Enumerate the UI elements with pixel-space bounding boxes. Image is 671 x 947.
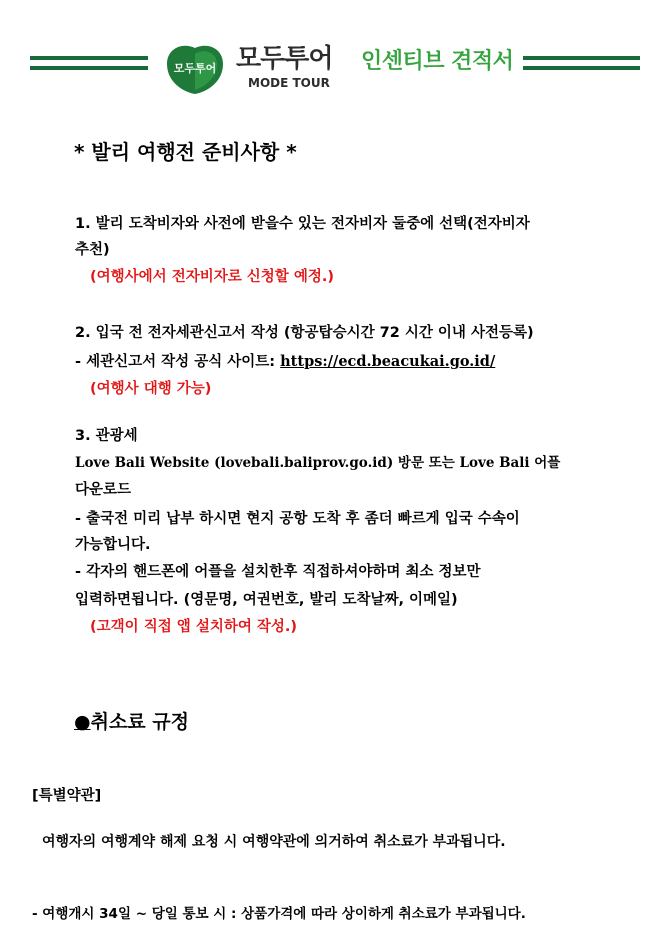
item1-note: (여행사에서 전자비자로 신청할 예정.) [90, 269, 335, 285]
brand-name-english: MODE TOUR [248, 76, 330, 90]
header-rule-left-top [30, 56, 148, 60]
item2-prefix: - 세관신고서 작성 공식 사이트: [75, 354, 281, 370]
document-title: 인센티브 견적서 [361, 49, 514, 74]
cancellation-line1: 여행자의 여행계약 해제 요청 시 여행약관에 의거하여 취소료가 부과됩니다. [42, 834, 506, 850]
header-rule-left-bottom [30, 66, 148, 70]
cancellation-bullet-icon: ● [74, 711, 91, 733]
header-rule-right-bottom [523, 66, 640, 70]
brand-name-korean: 모두투어 [236, 44, 333, 74]
cancellation-heading [74, 709, 189, 735]
item3-line2: 다운로드 [75, 482, 132, 498]
cancellation-line2: - 여행개시 34일 ~ 당일 통보 시 : 상품가격에 따라 상이하게 취소료가 부과됩니다. [32, 906, 526, 922]
item3-line4: 가능합니다. [75, 537, 151, 553]
customs-site-link[interactable]: https://ecd.beacukai.go.id/ [280, 353, 496, 370]
item2-line2 [75, 352, 495, 372]
special-terms-label: [특별약관] [32, 788, 102, 804]
item3-line3: - 출국전 미리 납부 하시면 현지 공항 도착 후 좀더 빠르게 입국 수속이 [75, 511, 520, 527]
modetour-logo-icon [163, 44, 227, 96]
item1-line2: 추천) [75, 242, 110, 258]
header-rule-right-top [523, 56, 640, 60]
item3-line6: 입력하면됩니다. (영문명, 여권번호, 발리 도착날짜, 이메일) [75, 592, 458, 608]
item3-line5: - 각자의 핸드폰에 어플을 설치한후 직접하셔야하며 최소 정보만 [75, 564, 481, 580]
cancellation-heading-text: 취소료 규정 [90, 711, 189, 733]
item3-note: (고객이 직접 앱 설치하여 작성.) [90, 619, 298, 635]
page-title: * 발리 여행전 준비사항 * [74, 140, 297, 164]
item1-line1: 1. 발리 도착비자와 사전에 받을수 있는 전자비자 둘중에 선택(전자비자 [75, 216, 530, 232]
item2-note: (여행사 대행 가능) [90, 381, 212, 397]
item3-heading: 3. 관광세 [75, 428, 138, 444]
logo-text: 모두투어 [173, 62, 217, 75]
document-header [0, 0, 671, 110]
item3-line1: Love Bali Website (lovebali.baliprov.go.id) 방문 또는 Love Bali 어플 [75, 455, 561, 471]
item2-line1: 2. 입국 전 전자세관신고서 작성 (항공탑승시간 72 시간 이내 사전등록) [75, 325, 534, 341]
